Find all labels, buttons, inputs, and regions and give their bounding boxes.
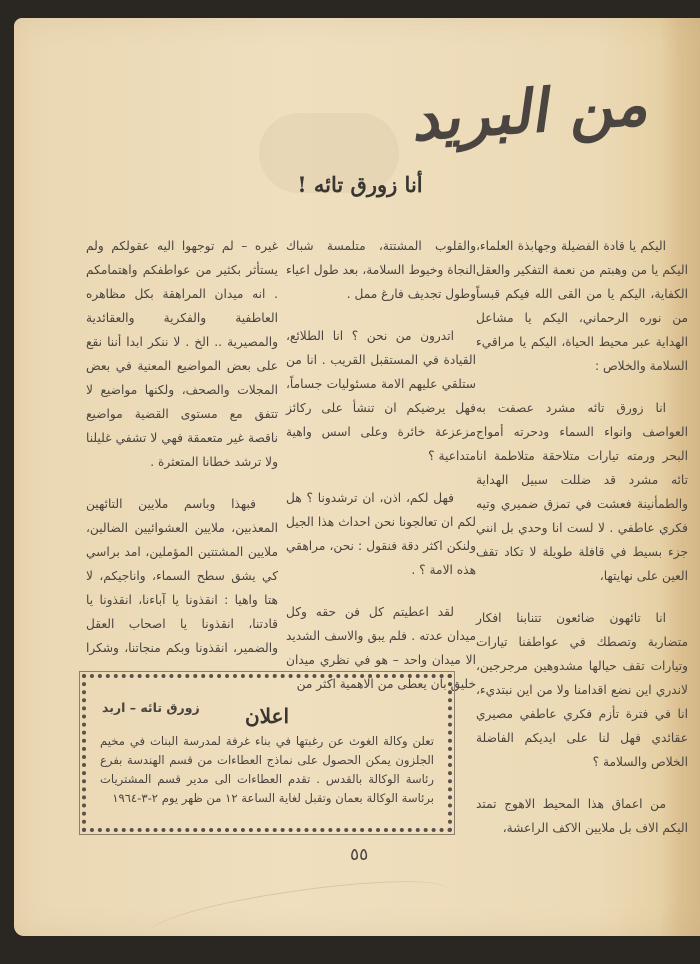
page-number: ٥٥ — [350, 845, 369, 865]
article-column-2 — [286, 234, 476, 714]
advertisement-body: تعلن وكالة الغوث عن رغبتها في بناء غرفة لمدرسة البنات في مخيم الجلزون يمكن الحصول على نماذج العطاءات من قسم الهندسة بفرع رئاسة الوكالة بالقدس . تقدم العطاءات الى مدير قسم المشتريات برئاسة الوكالة بعمان وتقبل لغاية الساعة ١٢ من ظهر يوم ٢-٣-١٩٦٤ — [100, 734, 434, 805]
paragraph: اليكم يا قادة الفضيلة وجهابذة العلماء، اليكم يا من وهبتم من نعمة التفكير والعقل الكفاية، اليكم يا من القى الله فيكم قبساً من نوره الرحماني، اليكم يا مشاعل الهداية عبر محيط الحياة، اليكم يا مراقيء السلامة والخلاص : — [476, 239, 688, 373]
paragraph: فبهذا وباسم ملايين التائهين المعذبين، ملايين العشوائيين الضالين، ملايين المشتتين المؤملين، امد براسي كي يشق سطح السماء، واناجيكم، لا هتا واهيا : انقذونا يا آباءنا، انقذونا يا قادتنا، انقذونا يا اصحاب العقل والضمير، انقذونا وبكم منجاتنا، وشكرا . — [86, 497, 278, 679]
paragraph: اتدرون من نحن ؟ انا الطلائع، القيادة في المستقبل القريب . انا من ستلقي عليهم الامة مسئوليات جساماً، فهل يرضيكم ان تنشأ على ركائز مزعزعة خائرة وعلى اسس واهية متداعية ؟ — [286, 329, 476, 463]
paragraph: من اعماق هذا المحيط الاهوج تمتد اليكم الاف بل ملايين الاكف الراعشة، — [476, 797, 688, 835]
section-title: من البريد — [410, 68, 657, 156]
author-signature: زورق تائه – اربد — [102, 700, 200, 715]
paragraph: غيره – لم توجهوا اليه عقولكم ولم يستأثر بكثير من عواطفكم واهتمامكم . انه ميدان المراهقة بكل مظاهره العاطفية والفكرية والعقائدية والمصيرية .. الخ . لا ننكر ابدا أننا نقع على بعض المواضيع المعنية في بعض المجلات والصحف، ولكنها مواضيع لا تتفق مع مستوى القضية مواضيع ناقصة غير متعمقة فهي لا تشفي غليلنا ولا ترشد خطانا المتعثرة . — [86, 239, 278, 469]
paragraph: لقد اعطيتم كل فن حقه وكل ميدان عدته . فلم يبق والاسف الشديد الا ميدان واحد – هو في نظري ميدان خليق بان يعطى من الاهمية اكثر من — [286, 605, 476, 691]
paragraph: فهل لكم، اذن، ان ترشدونا ؟ هل لكم ان تعالجونا نحن احداث هذا الجيل ولنكن اكثر دقة فنقول : نحن، مراهقي هذه الامة ؟ . — [286, 491, 476, 577]
advertisement-box — [82, 674, 452, 832]
paragraph: انا زورق تائه مشرد عصفت به العواصف وانواء السماء ودحرته أمواج البحر ورمته تيارات متلاحقة متلاطمة انا تائه مشرد قد ضللت سبيل الهداية والطمأنينة فعشت في تمزق ضميري وتيه فكري عاطفي . لا لست انا وحدي بل انني جزء بسيط في قافلة طويلة لا تكاد تقف العين على نهايتها، — [476, 401, 688, 583]
paragraph: انا تائهون ضائعون تتنابنا افكار متضاربة وتصطك في عواطفنا تيارات وتيارات تقف حيالها مشدوهين مرجرجين، لاندري اين نضع اقدامنا ولا من اين نبتديء، انا في فترة تأزم فكري عاطفي مصيري عقائدي فهل لنا على ايديكم الفاضلة الخلاص والسلامة ؟ — [476, 611, 688, 769]
article-column-1 — [476, 234, 688, 858]
paragraph: والقلوب المشتتة، متلمسة شباك النجاة وخيوط السلامة، بعد طول اعياء وطول تجديف فارغ ممل . — [286, 239, 476, 301]
advertisement-title: اعلان — [244, 704, 290, 728]
article-title: أنا زورق تائه ! — [297, 172, 423, 197]
article-column-3 — [86, 234, 278, 720]
